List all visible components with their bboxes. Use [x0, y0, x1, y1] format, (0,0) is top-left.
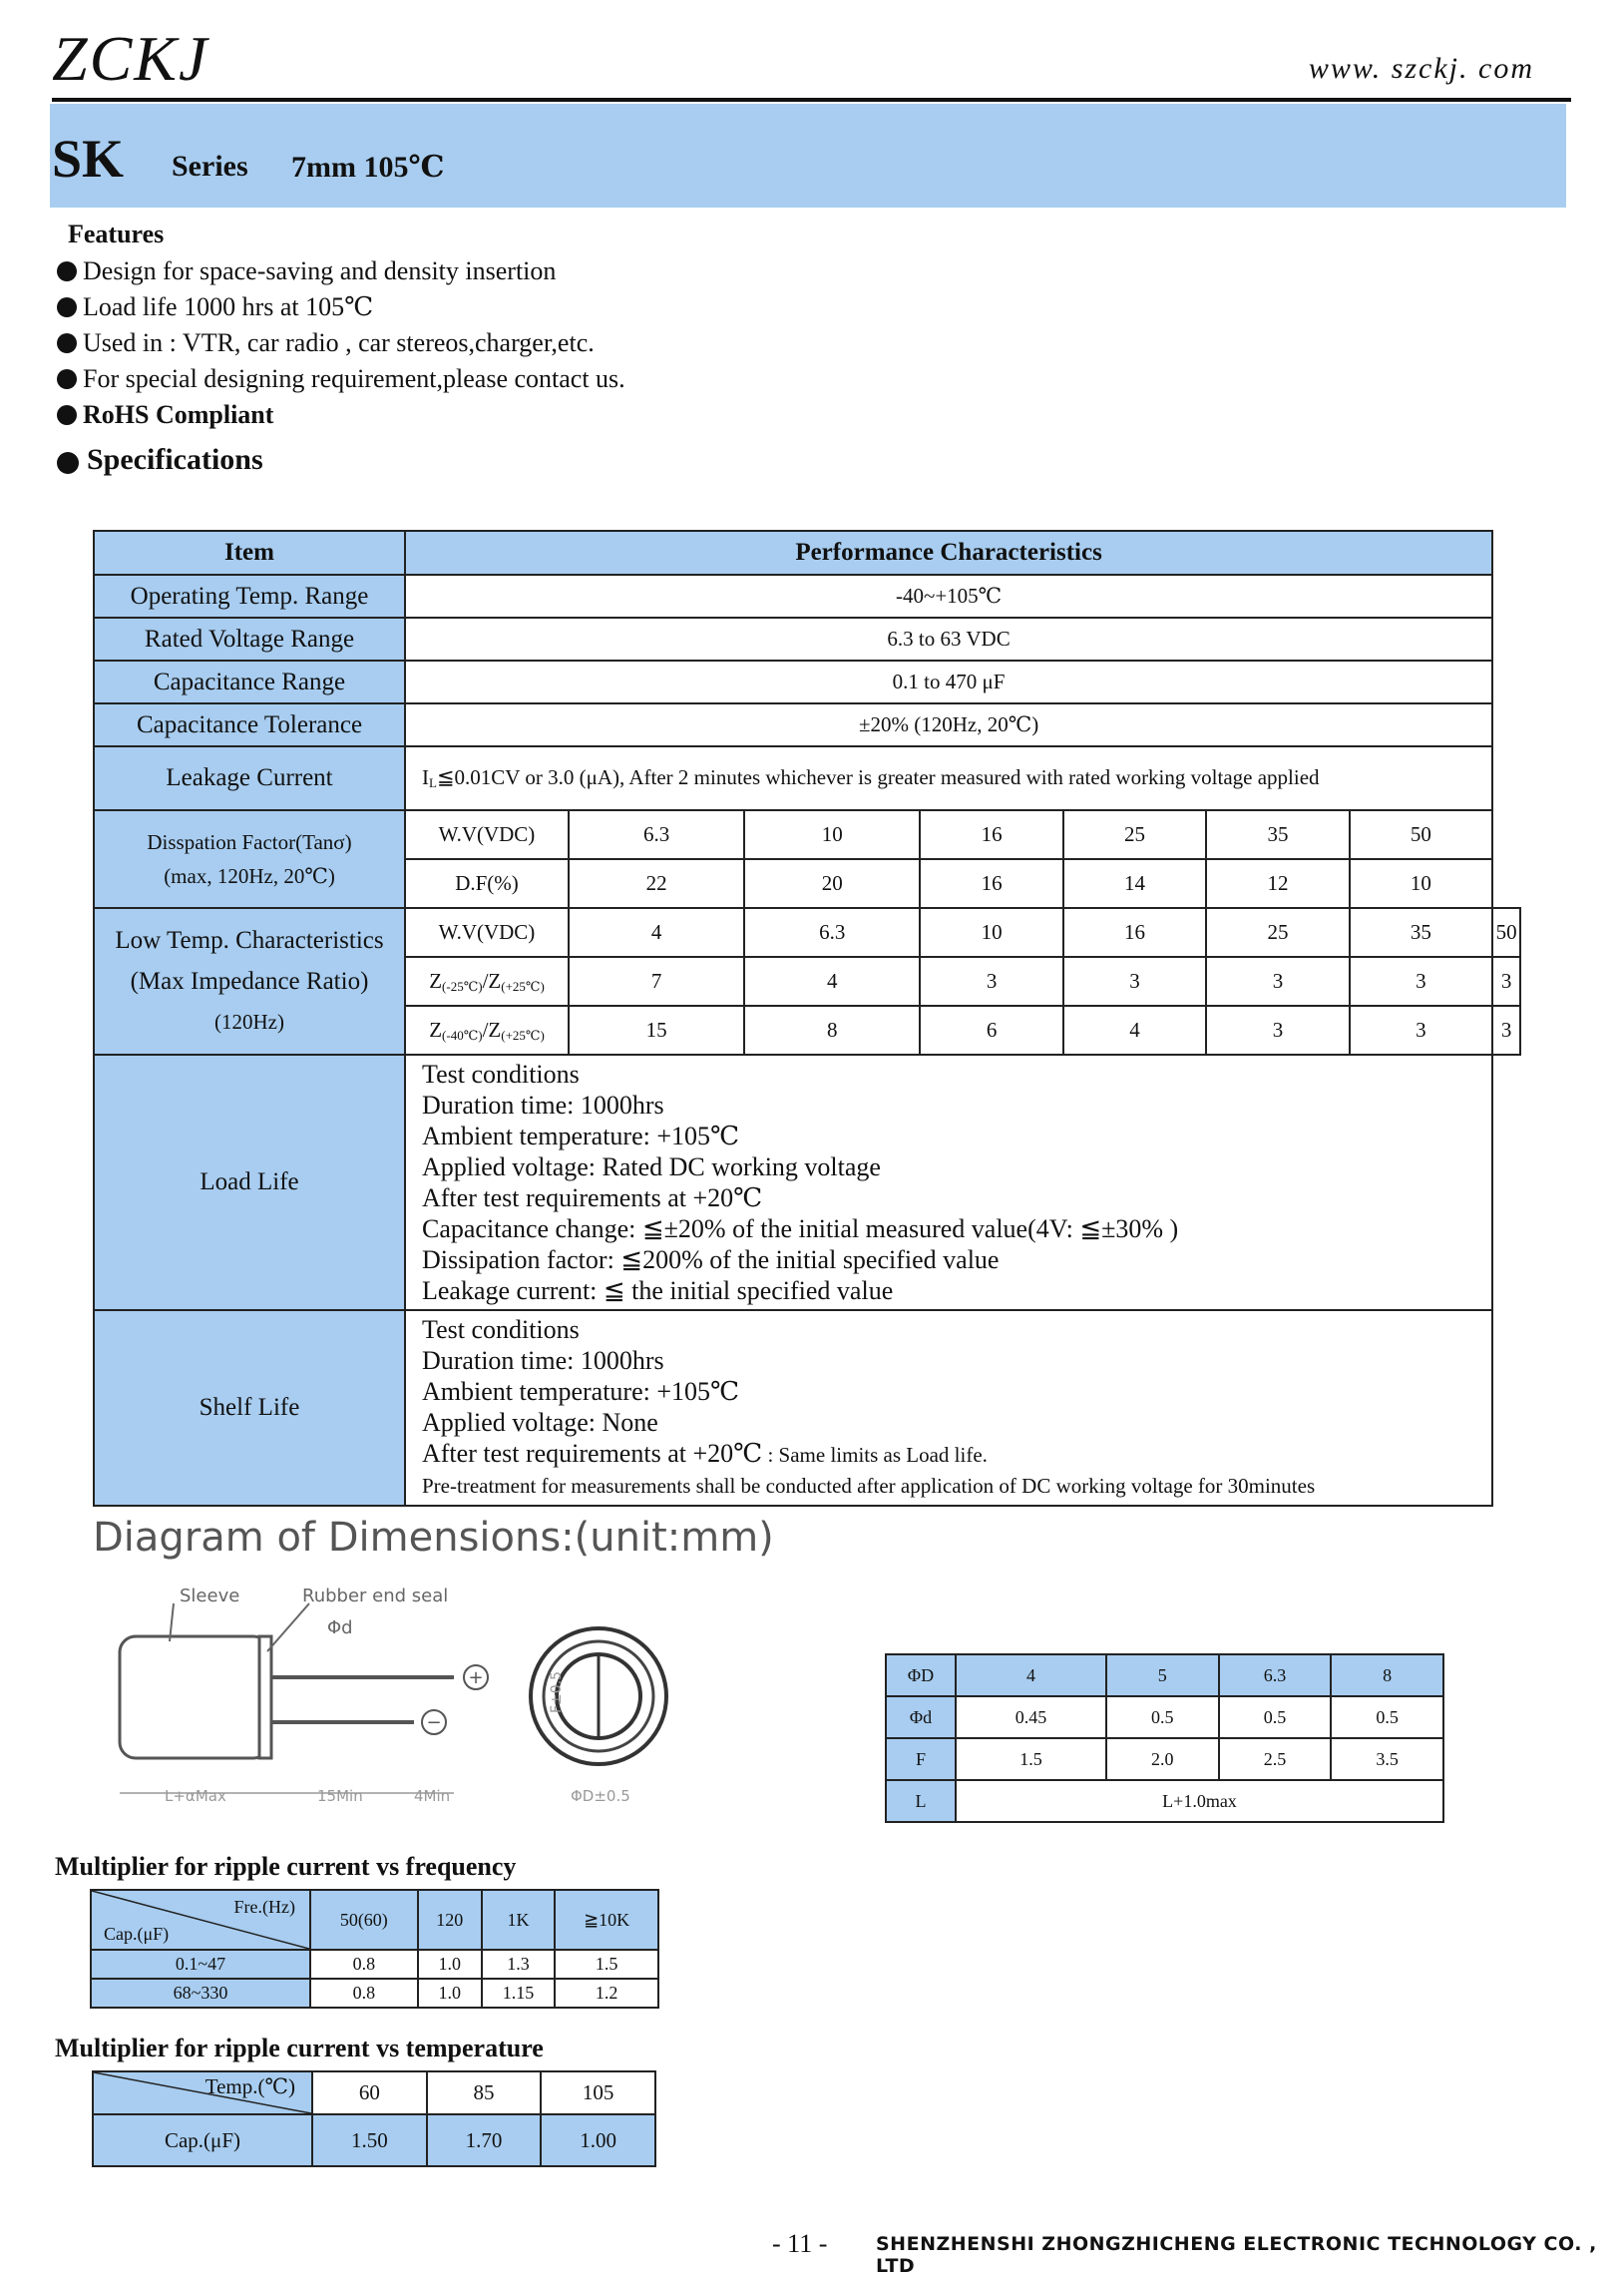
- rf-cell: 1.0: [418, 1979, 482, 2008]
- specifications-title: Specifications: [55, 443, 263, 477]
- load-life-line: Leakage current: ≦ the initial specified value: [422, 1276, 894, 1305]
- lt-z-sub: (+25℃): [501, 1027, 545, 1043]
- load-life-conditions: [405, 1055, 1492, 1310]
- df-df-label: D.F(%): [405, 859, 569, 908]
- feature-item: For special designing requirement,please contact us.: [55, 361, 625, 397]
- rf-header: 120: [418, 1890, 482, 1950]
- spec-item-label: Capacitance Range: [94, 661, 405, 703]
- feature-item: RoHS Compliant: [55, 397, 625, 433]
- sleeve-label: Sleeve: [180, 1586, 240, 1606]
- lt-ratio1-cell: 3: [1063, 957, 1206, 1006]
- lt-z-mid: /Z: [482, 968, 502, 993]
- lt-wv-cell: 4: [569, 908, 744, 957]
- rf-cell: 1.2: [555, 1979, 658, 2008]
- load-life-line: Applied voltage: Rated DC working voltage: [422, 1152, 881, 1181]
- dimension-table: [885, 1653, 1444, 1823]
- dim-cell: 5: [1106, 1654, 1219, 1696]
- lt-wv-cell: 50: [1492, 908, 1520, 957]
- spec-item-value: -40~+105℃: [405, 575, 1492, 618]
- leakage-value: [405, 746, 1492, 810]
- dim-cell: 0.5: [1219, 1696, 1332, 1738]
- rf-corner-freq: Fre.(Hz): [233, 1897, 295, 1917]
- lead-diameter-label: Φd: [327, 1617, 353, 1638]
- rf-cell: 1.0: [418, 1950, 482, 1979]
- leakage-text: ≦0.01CV or 3.0 (μA), After 2 minutes whichever is greater measured with rated working voltage applied: [436, 765, 1320, 789]
- lead-length-label: 15Min: [317, 1787, 363, 1805]
- lt-wv-label: W.V(VDC): [405, 908, 569, 957]
- pitch-label: F±0.5: [549, 1670, 565, 1713]
- lt-ratio1-cell: 4: [744, 957, 920, 1006]
- dim-cell: 6.3: [1219, 1654, 1332, 1696]
- df-wv-cell: 35: [1206, 810, 1349, 859]
- lt-ratio1-cell: 3: [1206, 957, 1349, 1006]
- header-rule: [52, 98, 1571, 102]
- ripple-temperature-title: Multiplier for ripple current vs temperature: [55, 2034, 544, 2062]
- series-label: Series: [172, 150, 248, 183]
- rt-cell: 1.70: [427, 2114, 542, 2166]
- lt-z-mid: /Z: [482, 1017, 502, 1042]
- leakage-label: Leakage Current: [94, 746, 405, 810]
- rt-cell: 1.00: [541, 2114, 655, 2166]
- rf-cap: 68~330: [91, 1979, 310, 2008]
- spec-item-label: Rated Voltage Range: [94, 618, 405, 661]
- lt-ratio2-label: [405, 1006, 569, 1055]
- dim-cell: 0.45: [956, 1696, 1106, 1738]
- rt-cell: 1.50: [312, 2114, 427, 2166]
- series-code: SK: [52, 129, 125, 189]
- df-label: [94, 810, 405, 908]
- diagram-title: Diagram of Dimensions:(unit:mm): [93, 1515, 774, 1561]
- load-life-line: Duration time: 1000hrs: [422, 1091, 664, 1120]
- lt-ratio1-cell: 3: [1350, 957, 1492, 1006]
- low-temp-label-line1: Low Temp. Characteristics: [115, 927, 384, 954]
- rf-cell: 0.8: [310, 1979, 418, 2008]
- rf-cap: 0.1~47: [91, 1950, 310, 1979]
- ripple-temperature-table: [92, 2070, 656, 2167]
- df-df-cell: 20: [744, 859, 920, 908]
- spec-item-label: Operating Temp. Range: [94, 575, 405, 618]
- lt-wv-cell: 10: [920, 908, 1062, 957]
- leakage-symbol: I: [422, 765, 429, 789]
- df-wv-cell: 6.3: [569, 810, 744, 859]
- shelf-life-pretreat: Pre-treatment for measurements shall be conducted after application of DC working voltage for 30minutes: [422, 1474, 1316, 1498]
- dim-cell: 2.5: [1219, 1738, 1332, 1780]
- rf-corner: [92, 1891, 309, 1949]
- shelf-life-line: Ambient temperature: +105℃: [422, 1377, 740, 1406]
- lt-z-sub: (+25℃): [501, 978, 545, 994]
- dim-cell: L+1.0max: [956, 1780, 1443, 1822]
- seal-callout: [267, 1603, 309, 1651]
- shelf-life-line: Duration time: 1000hrs: [422, 1346, 664, 1375]
- rf-header: 1K: [482, 1890, 555, 1950]
- features-list: [55, 253, 625, 433]
- shelf-life-label: Shelf Life: [94, 1310, 405, 1506]
- rt-header: 105: [541, 2071, 655, 2114]
- page-number: - 11 -: [772, 2229, 828, 2258]
- rf-cell: 1.15: [482, 1979, 555, 2008]
- load-life-line: After test requirements at +20℃: [422, 1183, 763, 1212]
- ripple-frequency-title: Multiplier for ripple current vs frequency: [55, 1852, 517, 1881]
- rt-header: 85: [427, 2071, 542, 2114]
- shelf-life-after-suffix: : Same limits as Load life.: [762, 1443, 988, 1467]
- series-banner: [50, 104, 1566, 208]
- rf-corner-cap: Cap.(μF): [104, 1924, 170, 1944]
- diameter-label: ΦD±0.5: [571, 1787, 630, 1805]
- spec-item-value: 0.1 to 470 μF: [405, 661, 1492, 703]
- length-label: L+αMax: [165, 1787, 226, 1805]
- lt-ratio1-cell: 7: [569, 957, 744, 1006]
- spec-item-value: 6.3 to 63 VDC: [405, 618, 1492, 661]
- rf-corner-cell: [91, 1890, 310, 1950]
- dim-row-label: L: [886, 1780, 956, 1822]
- minus-sign: −: [426, 1712, 442, 1733]
- shelf-life-after-prefix: After test requirements at +20℃: [422, 1439, 763, 1468]
- df-df-cell: 14: [1063, 859, 1206, 908]
- stub-length-label: 4Min: [414, 1787, 451, 1805]
- rt-row-label: Cap.(μF): [93, 2114, 312, 2166]
- features-title: Features: [68, 220, 165, 248]
- df-df-cell: 22: [569, 859, 744, 908]
- load-life-label: Load Life: [94, 1055, 405, 1310]
- df-df-cell: 12: [1206, 859, 1349, 908]
- lt-ratio2-cell: 8: [744, 1006, 920, 1055]
- seal-label: Rubber end seal: [302, 1586, 449, 1606]
- df-label-line1: Disspation Factor(Tanσ): [147, 830, 352, 854]
- feature-item: Design for space-saving and density insertion: [55, 253, 625, 289]
- rf-cell: 1.5: [555, 1950, 658, 1979]
- dim-cell: 8: [1331, 1654, 1443, 1696]
- dim-cell: 3.5: [1331, 1738, 1443, 1780]
- dim-row-label: ΦD: [886, 1654, 956, 1696]
- leakage-symbol-sub: L: [429, 775, 437, 790]
- ripple-frequency-table: [90, 1889, 659, 2009]
- rt-corner: [94, 2072, 311, 2113]
- shelf-life-line: Test conditions: [422, 1315, 580, 1344]
- spec-head-item: Item: [94, 531, 405, 575]
- dim-cell: 0.5: [1106, 1696, 1219, 1738]
- dim-row-label: Φd: [886, 1696, 956, 1738]
- low-temp-label-line2: (Max Impedance Ratio): [130, 968, 369, 995]
- capacitor-body: [120, 1636, 269, 1758]
- df-wv-cell: 50: [1350, 810, 1492, 859]
- lt-ratio2-cell: 6: [920, 1006, 1062, 1055]
- load-life-line: Capacitance change: ≦±20% of the initial measured value(4V: ≦±30% ): [422, 1214, 1179, 1243]
- feature-item: Used in : VTR, car radio , car stereos,charger,etc.: [55, 325, 625, 361]
- shelf-life-conditions: [405, 1310, 1492, 1506]
- specifications-table: [93, 530, 1521, 1507]
- df-df-cell: 10: [1350, 859, 1492, 908]
- lt-ratio2-cell: 3: [1492, 1006, 1520, 1055]
- dim-cell: 0.5: [1331, 1696, 1443, 1738]
- low-temp-label: [94, 908, 405, 1055]
- low-temp-label-line3: (120Hz): [214, 1010, 284, 1034]
- df-wv-cell: 16: [920, 810, 1062, 859]
- rf-cell: 1.3: [482, 1950, 555, 1979]
- df-label-line2: (max, 120Hz, 20℃): [164, 864, 335, 888]
- lt-ratio2-cell: 4: [1063, 1006, 1206, 1055]
- df-df-cell: 16: [920, 859, 1062, 908]
- load-life-line: Test conditions: [422, 1060, 580, 1089]
- capacitor-dimension-drawing: [110, 1582, 688, 1811]
- lt-ratio2-cell: 3: [1206, 1006, 1349, 1055]
- company-logo: ZCKJ: [52, 23, 209, 94]
- company-name: SHENZHENSHI ZHONGZHICHENG ELECTRONIC TECHNOLOGY CO. , LTD: [876, 2233, 1597, 2277]
- spec-head-performance: Performance Characteristics: [405, 531, 1492, 575]
- rt-header: 60: [312, 2071, 427, 2114]
- plus-sign: +: [468, 1667, 484, 1688]
- lt-ratio1-cell: 3: [1492, 957, 1520, 1006]
- rt-corner-cell: [93, 2071, 312, 2114]
- series-spec: 7mm 105℃: [291, 151, 445, 184]
- load-life-line: Ambient temperature: +105℃: [422, 1122, 740, 1150]
- feature-item: Load life 1000 hrs at 105℃: [55, 289, 625, 325]
- shelf-life-line: Applied voltage: None: [422, 1408, 658, 1437]
- lt-ratio1-label: [405, 957, 569, 1006]
- rf-header: 50(60): [310, 1890, 418, 1950]
- df-wv-cell: 25: [1063, 810, 1206, 859]
- spec-item-label: Capacitance Tolerance: [94, 703, 405, 746]
- spec-item-value: ±20% (120Hz, 20℃): [405, 703, 1492, 746]
- rf-cell: 0.8: [310, 1950, 418, 1979]
- website-url[interactable]: www. szckj. com: [1308, 52, 1534, 85]
- lt-wv-cell: 35: [1350, 908, 1492, 957]
- rf-header: ≧10K: [555, 1890, 658, 1950]
- rt-corner-temp: Temp.(℃): [204, 2074, 295, 2098]
- rubber-seal: [259, 1636, 271, 1758]
- df-wv-label: W.V(VDC): [405, 810, 569, 859]
- load-life-line: Dissipation factor: ≦200% of the initial specified value: [422, 1245, 1000, 1274]
- dim-cell: 4: [956, 1654, 1106, 1696]
- dim-cell: 2.0: [1106, 1738, 1219, 1780]
- dim-cell: 1.5: [956, 1738, 1106, 1780]
- lt-z: Z: [429, 968, 443, 993]
- lt-z-sub: (-40℃): [442, 1027, 483, 1043]
- shelf-life-after: [422, 1438, 1475, 1471]
- lt-z-sub: (-25℃): [442, 978, 483, 994]
- lt-wv-cell: 6.3: [744, 908, 920, 957]
- lt-ratio2-cell: 3: [1350, 1006, 1492, 1055]
- lt-ratio2-cell: 15: [569, 1006, 744, 1055]
- dim-row-label: F: [886, 1738, 956, 1780]
- lt-ratio1-cell: 3: [920, 957, 1062, 1006]
- df-wv-cell: 10: [744, 810, 920, 859]
- lt-wv-cell: 25: [1206, 908, 1349, 957]
- lt-wv-cell: 16: [1063, 908, 1206, 957]
- lt-z: Z: [429, 1017, 443, 1042]
